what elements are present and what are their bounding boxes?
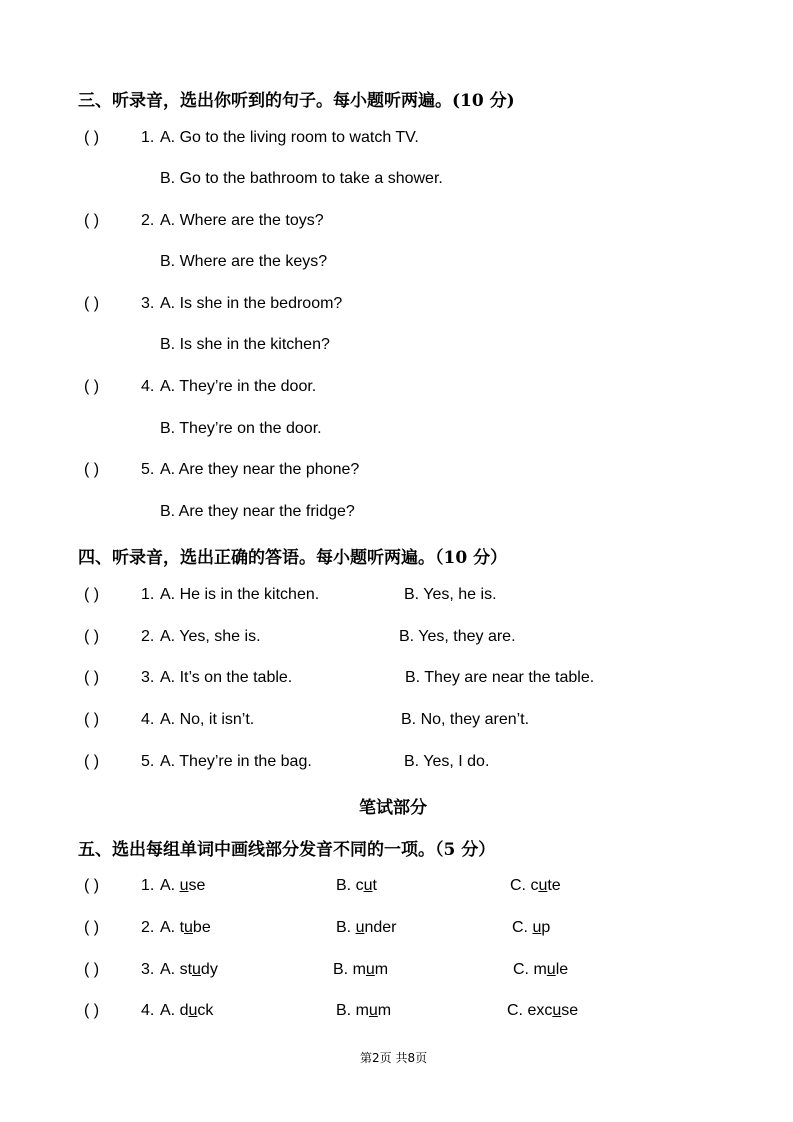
- s3-q4-option-a: A. They’re in the door.: [160, 378, 317, 395]
- s5-q4-option-c: C. excuse: [507, 1002, 579, 1019]
- s4-q4-option-b: B. No, they aren’t.: [401, 711, 530, 728]
- s3-q1-option-a: A. Go to the living room to watch TV.: [160, 129, 419, 146]
- s4-q2-option-b: B. Yes, they are.: [399, 628, 516, 645]
- underlined-letter: u: [179, 877, 189, 894]
- s4-q1-option-a: A. He is in the kitchen.: [160, 586, 320, 603]
- answer-blank[interactable]: ( ): [84, 961, 100, 978]
- section-4-heading: 四、听录音，选出正确的答语。每小题听两遍。（10 分）: [78, 548, 508, 568]
- answer-blank[interactable]: ( ): [84, 1002, 100, 1019]
- s3-q2-option-b: B. Where are the keys?: [160, 253, 328, 270]
- answer-blank[interactable]: ( ): [84, 378, 100, 395]
- s4-q4-option-a: A. No, it isn’t.: [160, 711, 255, 728]
- s3-q4-num: 4.: [141, 378, 155, 395]
- underlined-letter: u: [188, 1002, 198, 1019]
- s3-q3-option-a: A. Is she in the bedroom?: [160, 295, 343, 312]
- s5-q4-option-a: A. duck: [160, 1002, 214, 1019]
- s5-q4-option-b: B. mum: [336, 1002, 392, 1019]
- underlined-letter: u: [532, 919, 542, 936]
- s3-q3-option-b: B. Is she in the kitchen?: [160, 336, 330, 353]
- s5-q1-option-b: B. cut: [336, 877, 377, 894]
- s4-q1-option-b: B. Yes, he is.: [404, 586, 497, 603]
- s5-q3-num: 3.: [141, 961, 155, 978]
- answer-blank[interactable]: ( ): [84, 212, 100, 229]
- page-footer: 第2页 共8页: [360, 1051, 428, 1065]
- s3-q5-option-b: B. Are they near the fridge?: [160, 503, 355, 520]
- s5-q2-num: 2.: [141, 919, 155, 936]
- s3-q2-option-a: A. Where are the toys?: [160, 212, 324, 229]
- s5-q1-num: 1.: [141, 877, 155, 894]
- s3-q5-num: 5.: [141, 461, 155, 478]
- section-3-heading: 三、听录音，选出你听到的句子。每小题听两遍。(10 分): [78, 91, 515, 111]
- s4-q4-num: 4.: [141, 711, 155, 728]
- section-5-heading: 五、选出每组单词中画线部分发音不同的一项。（5 分）: [78, 840, 496, 860]
- underlined-letter: u: [368, 1002, 378, 1019]
- s4-q5-num: 5.: [141, 753, 155, 770]
- s4-q3-num: 3.: [141, 669, 155, 686]
- underlined-letter: u: [552, 1002, 562, 1019]
- s5-q1-option-a: A. use: [160, 877, 206, 894]
- underlined-letter: u: [365, 961, 375, 978]
- s4-q1-num: 1.: [141, 586, 155, 603]
- s5-q2-option-a: A. tube: [160, 919, 211, 936]
- s3-q5-option-a: A. Are they near the phone?: [160, 461, 360, 478]
- answer-blank[interactable]: ( ): [84, 753, 100, 770]
- s5-q2-option-c: C. up: [512, 919, 551, 936]
- s5-q3-option-c: C. mule: [513, 961, 569, 978]
- s5-q1-option-c: C. cute: [510, 877, 561, 894]
- s4-q2-option-a: A. Yes, she is.: [160, 628, 261, 645]
- s3-q4-option-b: B. They’re on the door.: [160, 420, 322, 437]
- answer-blank[interactable]: ( ): [84, 129, 100, 146]
- s5-q2-option-b: B. under: [336, 919, 397, 936]
- s4-q3-option-b: B. They are near the table.: [405, 669, 595, 686]
- written-part-title: 笔试部分: [359, 798, 427, 818]
- answer-blank[interactable]: ( ): [84, 919, 100, 936]
- s5-q3-option-a: A. study: [160, 961, 218, 978]
- s4-q3-option-a: A. It’s on the table.: [160, 669, 293, 686]
- s3-q2-num: 2.: [141, 212, 155, 229]
- answer-blank[interactable]: ( ): [84, 295, 100, 312]
- underlined-letter: u: [538, 877, 548, 894]
- answer-blank[interactable]: ( ): [84, 586, 100, 603]
- underlined-letter: u: [355, 919, 365, 936]
- answer-blank[interactable]: ( ): [84, 628, 100, 645]
- answer-blank[interactable]: ( ): [84, 461, 100, 478]
- s3-q1-num: 1.: [141, 129, 155, 146]
- s3-q3-num: 3.: [141, 295, 155, 312]
- underlined-letter: u: [546, 961, 556, 978]
- underlined-letter: u: [363, 877, 373, 894]
- s4-q5-option-a: A. They’re in the bag.: [160, 753, 312, 770]
- answer-blank[interactable]: ( ): [84, 669, 100, 686]
- s3-q1-option-b: B. Go to the bathroom to take a shower.: [160, 170, 443, 187]
- underlined-letter: u: [192, 961, 201, 978]
- answer-blank[interactable]: ( ): [84, 711, 100, 728]
- answer-blank[interactable]: ( ): [84, 877, 100, 894]
- s4-q2-num: 2.: [141, 628, 155, 645]
- s4-q5-option-b: B. Yes, I do.: [404, 753, 490, 770]
- underlined-letter: u: [184, 919, 193, 936]
- s5-q4-num: 4.: [141, 1002, 155, 1019]
- s5-q3-option-b: B. mum: [333, 961, 389, 978]
